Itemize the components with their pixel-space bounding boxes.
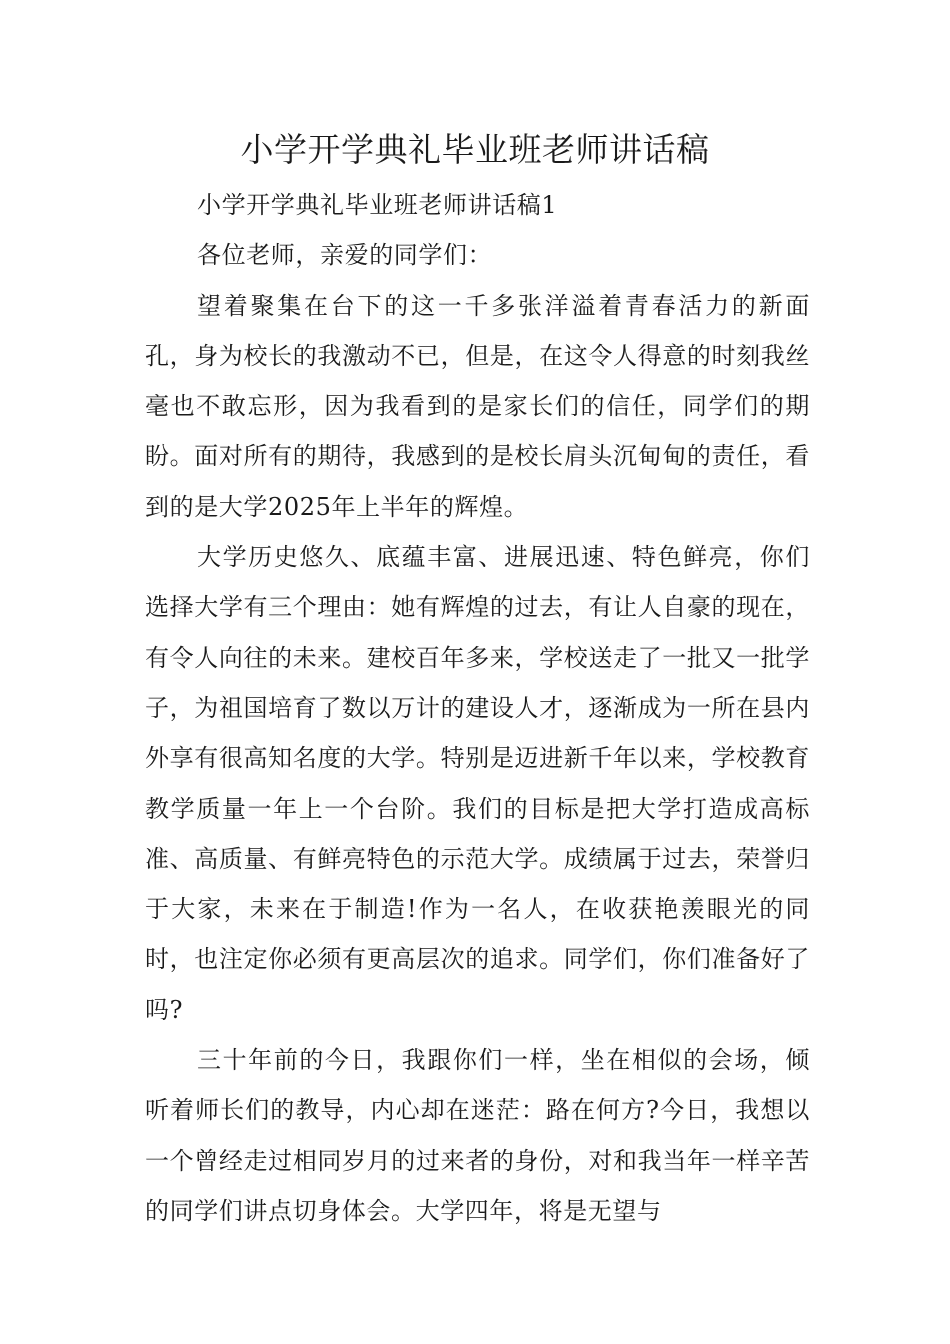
- body-paragraph: 三十年前的今日，我跟你们一样，坐在相似的会场，倾听着师长们的教导，内心却在迷茫：路在何方?今日，我想以一个曾经走过相同岁月的过来者的身份，对和我当年一样辛苦的同学们讲点切身体会。大学四年，将是无望与: [145, 1046, 810, 1225]
- body-paragraph: 望着聚集在台下的这一千多张洋溢着青春活力的新面孔，身为校长的我激动不已，但是，在这令人得意的时刻我丝毫也不敢忘形，因为我看到的是家长们的信任，同学们的期盼。面对所有的期待，我感到的是校长肩头沉甸甸的责任，看到的是大学2025年上半年的辉煌。: [145, 291, 810, 521]
- document-title: 小学开学典礼毕业班老师讲话稿: [240, 130, 710, 169]
- body-paragraph: 大学历史悠久、底蕴丰富、进展迅速、特色鲜亮，你们选择大学有三个理由：她有辉煌的过去，有让人自豪的现在，有令人向往的未来。建校百年多来，学校送走了一批又一批学子，为祖国培育了数以万计的建设人才，逐渐成为一所在县内外享有很高知名度的大学。特别是迈进新千年以来，学校教育教学质量一年上一个台阶。我们的目标是把大学打造成高标准、高质量、有鲜亮特色的示范大学。成绩属于过去，荣誉归于大家，未来在于制造!作为一名人，在收获艳羡眼光的同时，也注定你必须有更高层次的追求。同学们，你们准备好了吗?: [145, 543, 810, 1024]
- document-body: [145, 180, 810, 1236]
- salutation-paragraph: 各位老师，亲爱的同学们：: [197, 241, 493, 270]
- subtitle-paragraph: 小学开学典礼毕业班老师讲话稿1: [197, 191, 558, 219]
